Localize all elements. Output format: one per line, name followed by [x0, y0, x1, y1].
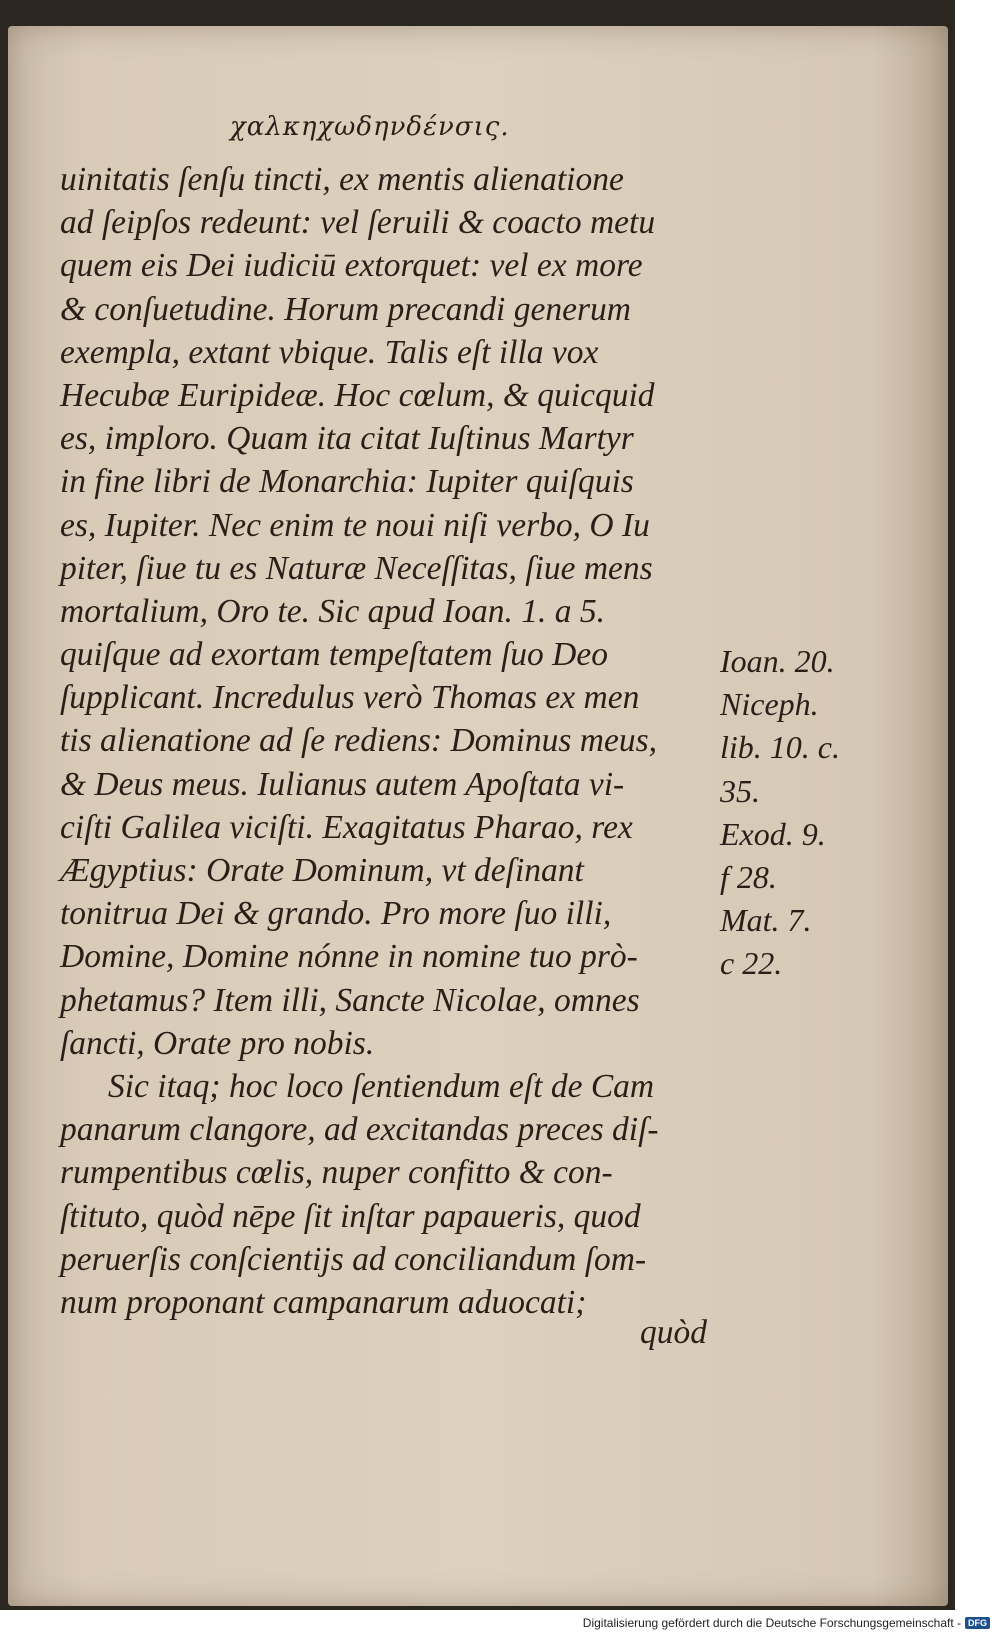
text-line: quiſque ad exortam tempeſtatem ſuo Deo — [60, 636, 608, 674]
text-line: & conſuetudine. Horum precandi generum — [60, 290, 631, 328]
text-line: es, imploro. Quam ita citat Iuſtinus Martyr — [60, 420, 634, 458]
text-line: exempla, extant vbique. Talis eſt illa vox — [60, 333, 599, 371]
text-line: quem eis Dei iudiciū extorquet: vel ex more — [60, 247, 643, 285]
margin-note: Mat. 7. — [720, 902, 812, 939]
margin-note: c 22. — [720, 945, 783, 982]
text-line: Domine, Domine nónne in nomine tuo prò- — [60, 938, 638, 976]
text-line: es, Iupiter. Nec enim te noui niſi verbo, O Iu — [60, 506, 650, 544]
text-line: tis alienatione ad ſe rediens: Dominus meus, — [60, 722, 658, 760]
text-line: Ægyptius: Orate Dominum, vt deſinant — [60, 852, 584, 889]
text-line: mortalium, Oro te. Sic apud Ioan. 1. a 5. — [60, 592, 605, 630]
text-line: phetamus? Item illi, Sancte Nicolae, omnes — [60, 981, 640, 1019]
margin-note: Ioan. 20. — [720, 643, 835, 679]
text-line: piter, ſiue tu es Naturæ Neceſſitas, ſiue mens — [60, 549, 653, 587]
text-line: ciſti Galilea viciſti. Exagitatus Pharao, rex — [60, 808, 633, 846]
body-text — [60, 158, 720, 1324]
text-line: ſancti, Orate pro nobis. — [60, 1024, 375, 1062]
text-line: rumpentibus cœlis, nuper confitto & con- — [60, 1154, 613, 1192]
text-line: Hecubæ Euripideæ. Hoc cœlum, & quicquid — [60, 376, 655, 414]
margin-note: Niceph. — [720, 686, 819, 723]
margin-note: f 28. — [720, 858, 777, 895]
text-line: uinitatis ſenſu tincti, ex mentis alienatione — [60, 161, 624, 198]
margin-note: 35. — [720, 772, 760, 809]
text-line: tonitrua Dei & grando. Pro more ſuo illi, — [60, 895, 612, 933]
footer-credit: Digitalisierung gefördert durch die Deutsche Forschungsgemeinschaft - — [582, 1616, 961, 1630]
text-line: ad ſeipſos redeunt: vel ſeruili & coacto metu — [60, 204, 656, 242]
text-line: panarum clangore, ad excitandas preces diſ- — [60, 1111, 659, 1149]
text-line: in fine libri de Monarchia: Iupiter quiſquis — [60, 463, 634, 501]
dfg-logo: DFG — [965, 1617, 990, 1629]
text-line: Sic itaq; hoc loco ſentiendum eſt de Cam — [108, 1067, 655, 1105]
text-line: ſtituto, quòd nēpe ſit inſtar papaueris, quod — [60, 1197, 641, 1235]
text-line: & Deus meus. Iulianus autem Apoſtata vi- — [60, 765, 625, 803]
margin-note: lib. 10. c. — [720, 729, 840, 766]
margin-note: Exod. 9. — [720, 815, 826, 852]
running-title: χαλκηχωδηνδένσις. — [230, 112, 510, 142]
margin-notes — [720, 640, 870, 986]
text-line: peruerſis conſcientijs ad conciliandum ſom- — [60, 1240, 647, 1278]
text-line: ſupplicant. Incredulus verò Thomas ex men — [60, 679, 640, 717]
text-line: num proponant campanarum aduocati; — [60, 1283, 587, 1321]
catchword: quòd — [640, 1314, 707, 1351]
footer — [583, 1616, 990, 1630]
